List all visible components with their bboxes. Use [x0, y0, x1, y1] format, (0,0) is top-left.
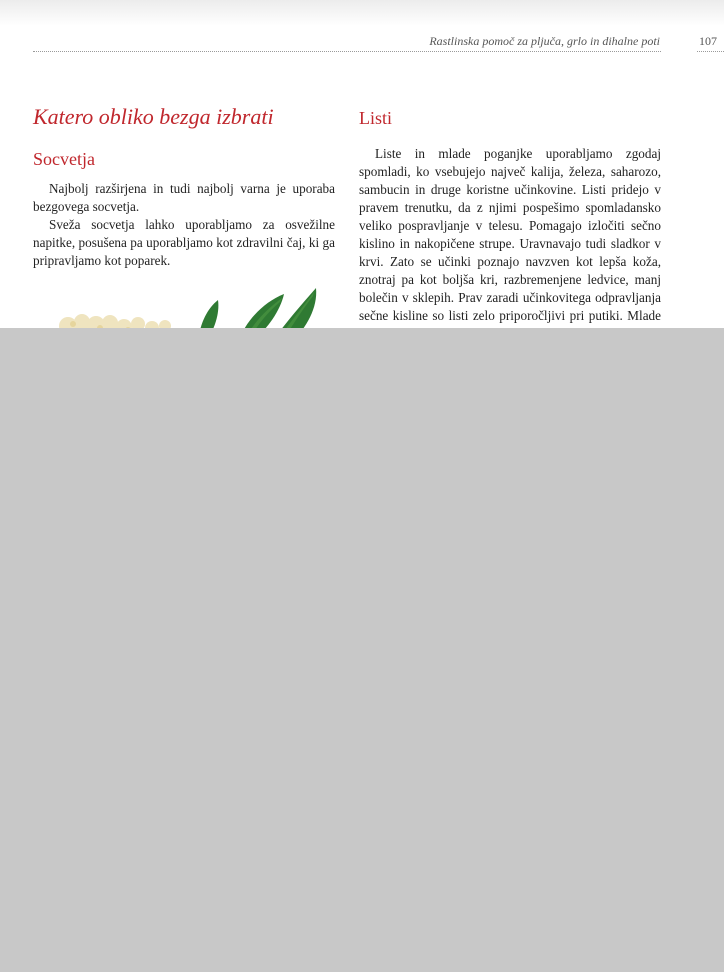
page-number: 107: [699, 34, 717, 48]
right-column-text: [359, 145, 661, 336]
running-title: Rastlinska pomoč za pljuča, grlo in dihalne poti: [429, 34, 660, 48]
section-title: Katero obliko bezga izbrati: [33, 104, 274, 129]
paragraph: Liste in mlade poganjke uporabljamo zgodaj spomladi, ko vsebujejo največ kalija, železa, saharozo, sambucin in druge koristne učinkovine. Listi pridejo v pravem trenutku, da z njimi pospešimo spomladansko veliko pospravljanje v telesu. Pomagajo izločiti sečno kislino in nakopičene strupe. Uravnavajo tudi sladkor v krvi. Zato se učinki poznajo navzven kot lepša koža, znotraj pa kot boljša kri, razbremenjene ledvice, manj bolečin v sklepih. Prav zaradi učinkovitega odpravljanja sečne kisline so listi zelo priporočljivi pri putiki. Mlade: [359, 146, 661, 323]
blank-gray-area: [0, 328, 724, 972]
heading-listi: Listi: [359, 108, 393, 128]
header-divider: [33, 51, 661, 52]
page-number-divider: [697, 51, 724, 52]
heading-socvetja: Socvetja: [33, 149, 95, 169]
paragraph: Najbolj razširjena in tudi najbolj varna je uporaba bezgovega socvetja.: [33, 181, 335, 214]
page-top-shade: [0, 0, 724, 26]
paragraph: Sveža socvetja lahko uporabljamo za osvežilne napitke, posušena pa uporabljamo kot zdravilni čaj, ki ga pripravljamo kot poparek.: [33, 217, 335, 268]
left-column-text: [33, 180, 335, 270]
